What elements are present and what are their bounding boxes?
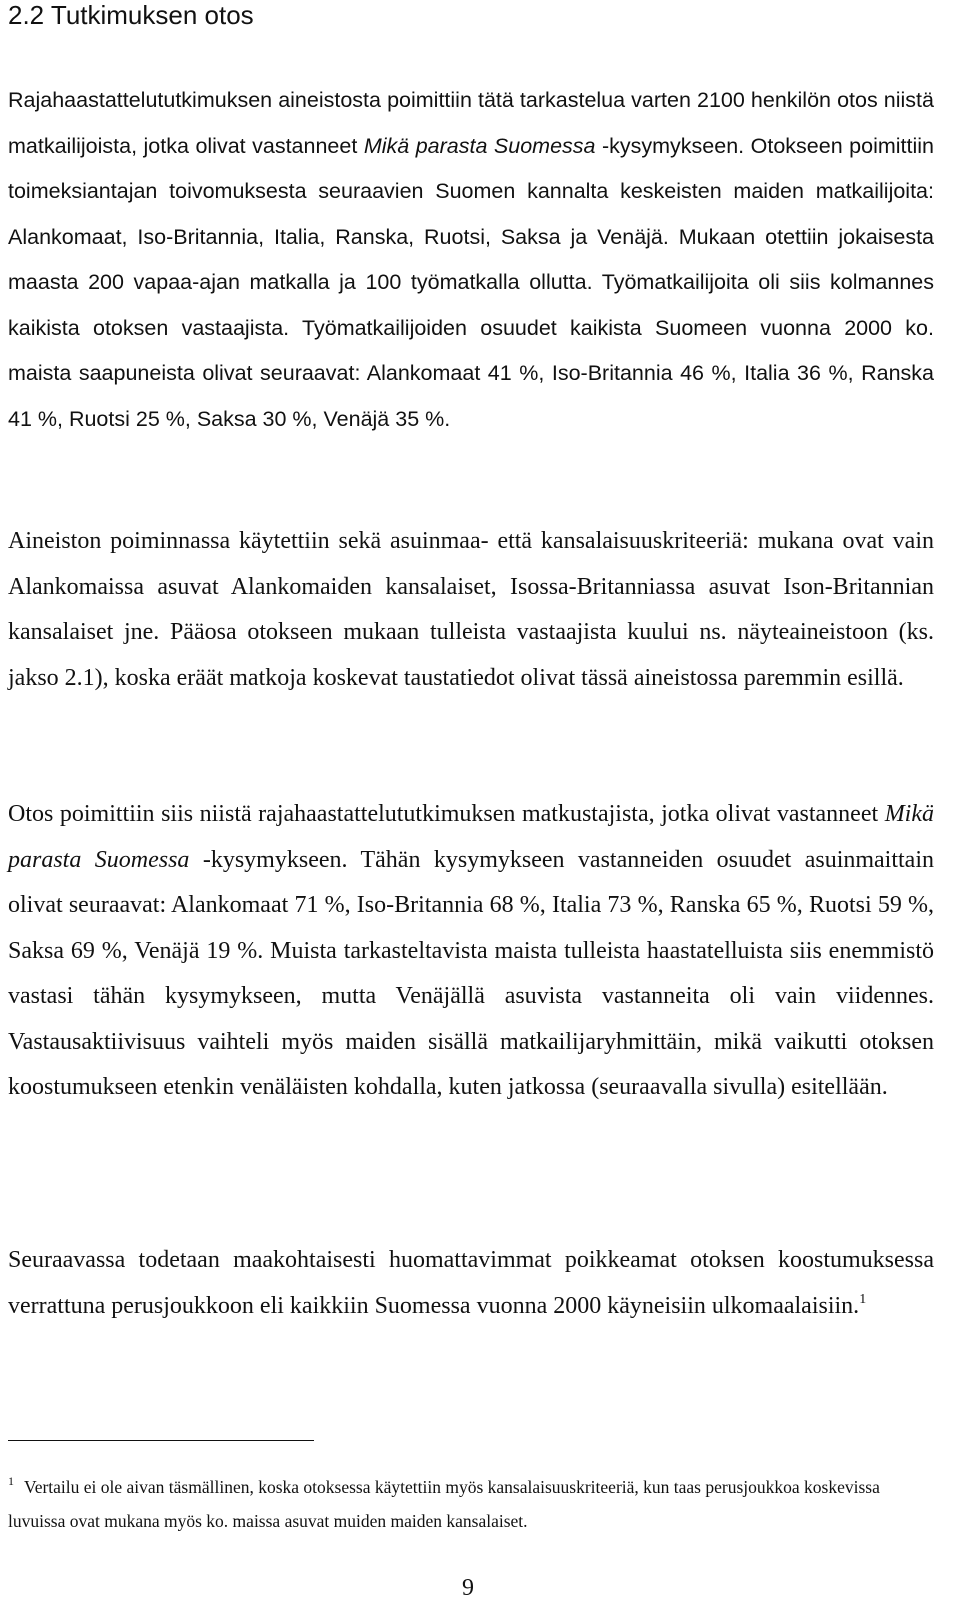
footnote-divider bbox=[8, 1440, 314, 1441]
paragraph-text: Seuraavassa todetaan maakohtaisesti huomattavimmat poikkeamat otoksen koostumuksessa verrattuna perusjoukkoon eli kaikkiin Suomessa vuonna 2000 käyneisiin ulkomaalaisiin. bbox=[8, 1247, 934, 1319]
paragraph-deviations bbox=[8, 1238, 934, 1329]
footnote-reference[interactable]: 1 bbox=[859, 1291, 867, 1307]
question-title-italic: Mikä parasta Suomessa bbox=[363, 133, 596, 158]
page-number: 9 bbox=[462, 1575, 474, 1601]
footnote bbox=[8, 1470, 934, 1538]
paragraph-text: -kysymykseen. Otokseen poimittiin toimeksiantajan toivomuksesta seuraavien Suomen kannalta keskeisten maiden matkailijoita: Alankomaat, Iso-Britannia, Italia, Ranska, Ruotsi, Saksa ja Venäjä. Mukaan otettiin jokaisesta maasta 200 vapaa-ajan matkalla ja 100 työmatkalla ollutta. Työmatkailijoita oli siis kolmannes kaikista otoksen vastaajista. Työmatkailijoiden osuudet kaikista Suomeen vuonna 2000 ko. maista saapuneista olivat seuraavat: Alankomaat 41 %, Iso-Britannia 46 %, Italia 36 %, Ranska 41 %, Ruotsi 25 %, Saksa 30 %, Venäjä 35 %. bbox=[8, 133, 934, 431]
paragraph-text: Otos poimittiin siis niistä rajahaastattelututkimuksen matkustajista, jotka olivat vastanneet bbox=[8, 801, 885, 827]
footnote-text: Vertailu ei ole aivan täsmällinen, koska otoksessa käytettiin myös kansalaisuuskriteeriä, kun taas perusjoukkoa koskevissa luvuissa ovat mukana myös ko. maissa asuvat muiden maiden kansalaiset. bbox=[8, 1477, 880, 1531]
paragraph-criteria: Aineiston poiminnassa käytettiin sekä asuinmaa- että kansalaisuuskriteeriä: mukana ovat vain Alankomaissa asuvat Alankomaiden kansalaiset, Isossa-Britanniassa asuvat Ison-Britannian kansalaiset jne. Pääosa otokseen mukaan tulleista vastaajista kuului ns. näyteaineistoon (ks. jakso 2.1), koska eräät matkoja koskevat taustatiedot olivat tässä aineistossa paremmin esillä. bbox=[8, 528, 934, 691]
question-title-italic: Mikä parasta Suomessa bbox=[8, 801, 934, 873]
footnote-mark: 1 bbox=[8, 1474, 14, 1488]
paragraph-text: Rajahaastattelututkimuksen aineistosta poimittiin tätä tarkastelua varten 2100 henkilön otos niistä matkailijoista, jotka olivat vastanneet bbox=[8, 88, 934, 158]
section-heading: 2.2 Tutkimuksen otos bbox=[8, 0, 254, 30]
paragraph-response-rates bbox=[8, 792, 934, 1111]
paragraph-text: -kysymykseen. Tähän kysymykseen vastanneiden osuudet asuinmaittain olivat seuraavat: Alankomaat 71 %, Iso-Britannia 68 %, Italia 73 %, Ranska 65 %, Ruotsi 59 %, Saksa 69 %, Venäjä 19 %. Muista tarkasteltavista maista tulleista haastatelluista siis enemmistö vastasi tähän kysymykseen, mutta Venäjällä asuvista vastanneita oli vain viidennes. Vastausaktiivisuus vaihteli myös maiden sisällä matkailijaryhmittäin, mikä vaikutti otoksen koostumukseen etenkin venäläisten kohdalla, kuten jatkossa (seuraavalla sivulla) esitellään. bbox=[8, 846, 935, 1100]
paragraph-sample-selection bbox=[8, 78, 934, 442]
